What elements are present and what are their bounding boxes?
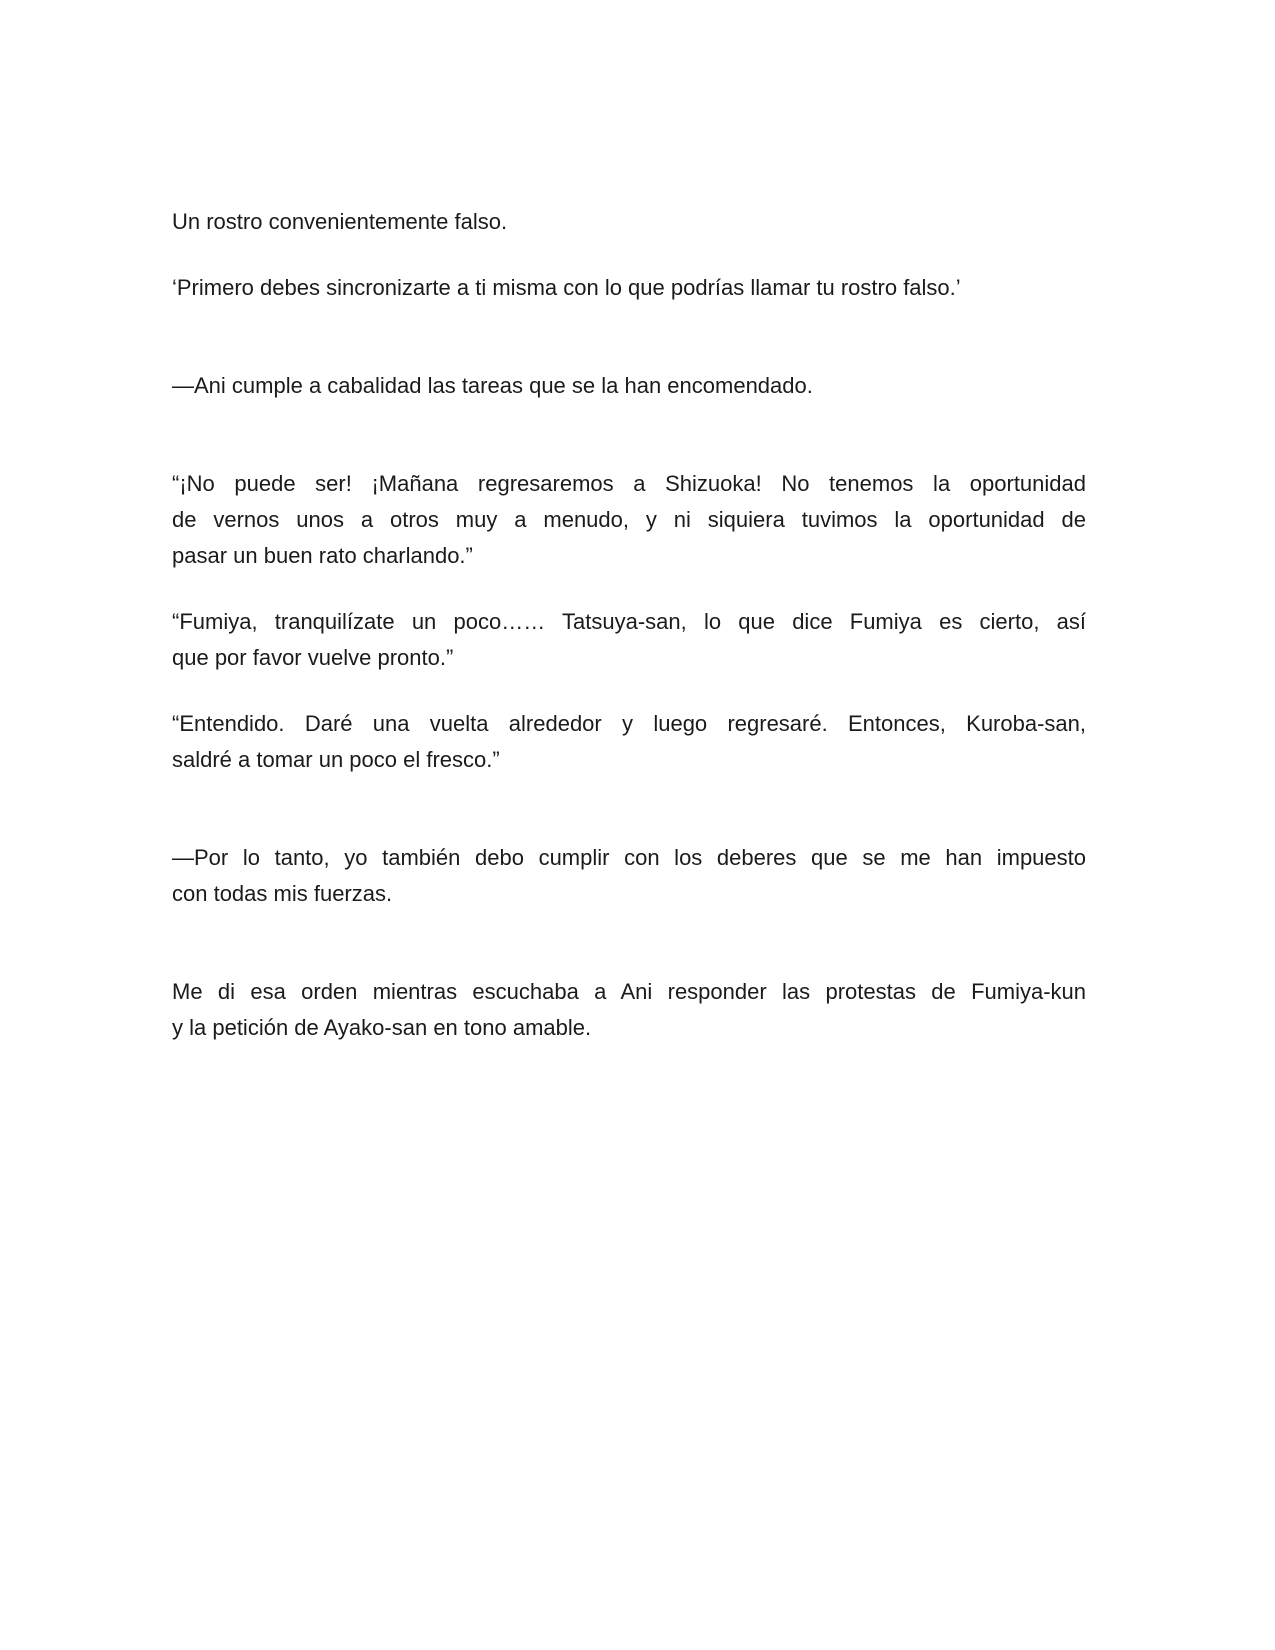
paragraph-line: “Fumiya, tranquilízate un poco…… Tatsuya-san, lo que dice Fumiya es cierto, así	[172, 609, 1086, 634]
paragraph	[172, 840, 1086, 912]
paragraph-line: de vernos unos a otros muy a menudo, y ni siquiera tuvimos la oportunidad de	[172, 507, 1086, 532]
paragraph-line: y la petición de Ayako-san en tono amable.	[172, 1015, 592, 1040]
paragraph	[172, 604, 1086, 676]
paragraph-line: que por favor vuelve pronto.”	[172, 645, 454, 670]
paragraph	[172, 204, 1086, 240]
paragraph-line: saldré a tomar un poco el fresco.”	[172, 747, 500, 772]
paragraph-line: “¡No puede ser! ¡Mañana regresaremos a Shizuoka! No tenemos la oportunidad	[172, 471, 1086, 496]
paragraph-line: —Ani cumple a cabalidad las tareas que se la han encomendado.	[172, 373, 813, 398]
paragraph	[172, 466, 1086, 574]
paragraph-line: —Por lo tanto, yo también debo cumplir con los deberes que se me han impuesto	[172, 845, 1086, 870]
paragraph-line: “Entendido. Daré una vuelta alrededor y luego regresaré. Entonces, Kuroba-san,	[172, 711, 1086, 736]
paragraph	[172, 368, 1086, 404]
paragraph-line: Me di esa orden mientras escuchaba a Ani responder las protestas de Fumiya-kun	[172, 979, 1086, 1004]
paragraph	[172, 270, 1086, 306]
document-body	[172, 204, 1086, 1046]
paragraph-line: ‘Primero debes sincronizarte a ti misma con lo que podrías llamar tu rostro falso.’	[172, 275, 961, 300]
paragraph	[172, 974, 1086, 1046]
paragraph-line: pasar un buen rato charlando.”	[172, 543, 473, 568]
paragraph	[172, 706, 1086, 778]
paragraph-line: con todas mis fuerzas.	[172, 881, 393, 906]
paragraph-line: Un rostro convenientemente falso.	[172, 209, 508, 234]
